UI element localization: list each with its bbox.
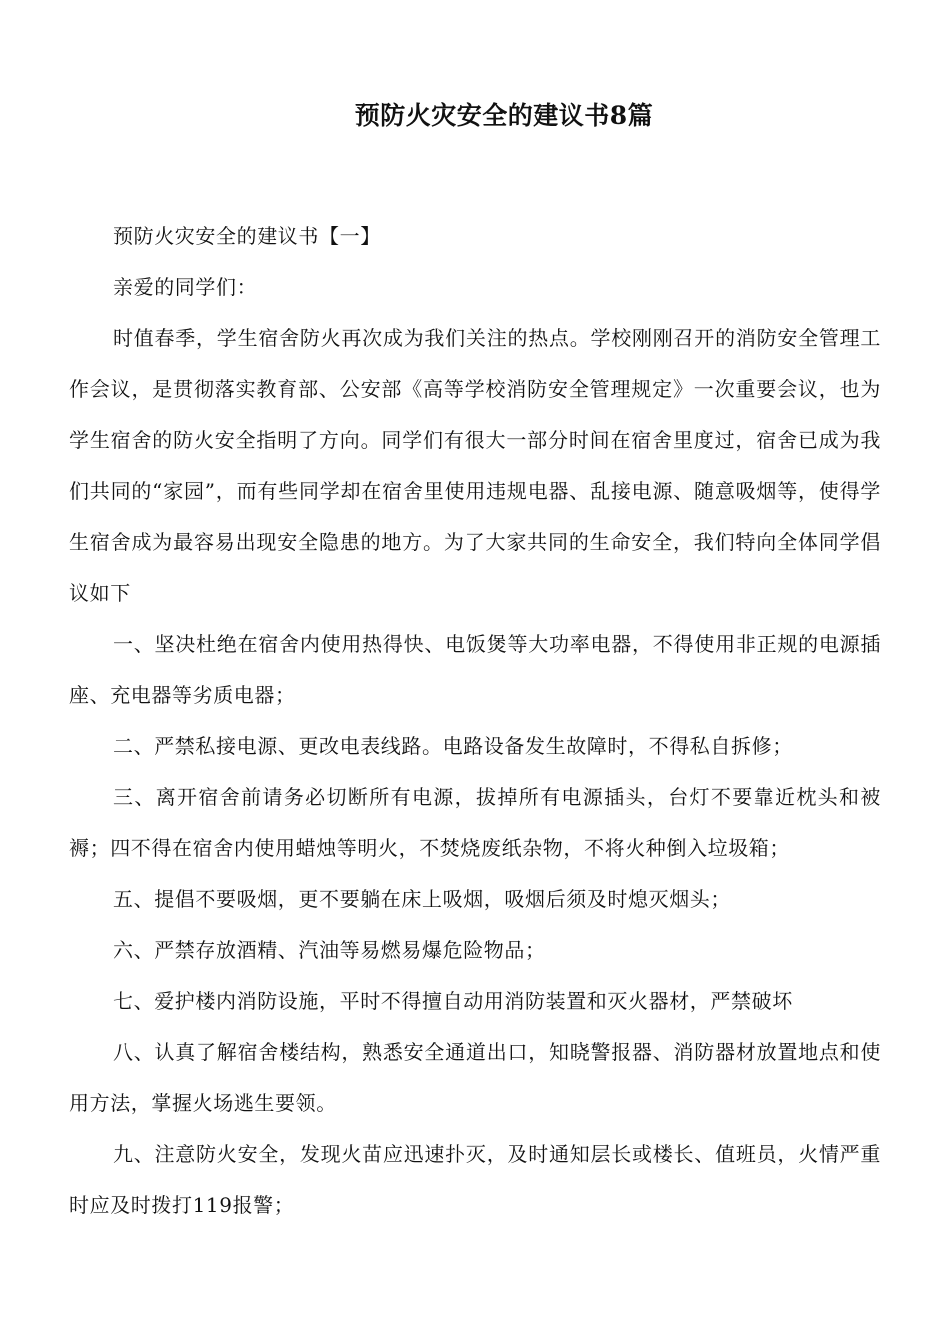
document-body	[69, 211, 881, 1231]
list-item-3: 三、离开宿舍前请务必切断所有电源，拔掉所有电源插头，台灯不要靠近枕头和被褥；四不得在宿舍内使用蜡烛等明火，不焚烧废纸杂物，不将火种倒入垃圾箱；	[69, 785, 881, 860]
list-item-5: 五、提倡不要吸烟，更不要躺在床上吸烟，吸烟后须及时熄灭烟头；	[113, 887, 731, 911]
list-item-7: 七、爱护楼内消防设施，平时不得擅自动用消防装置和灭火器材，严禁破坏	[113, 989, 793, 1013]
list-item-6: 六、严禁存放酒精、汽油等易燃易爆危险物品；	[113, 938, 546, 962]
document-title: 预防火灾安全的建议书8篇	[354, 101, 654, 130]
intro-paragraph: 时值春季，学生宿舍防火再次成为我们关注的热点。学校刚刚召开的消防安全管理工作会议，是贯彻落实教育部、公安部《高等学校消防安全管理规定》一次重要会议，也为学生宿舍的防火安全指明了方向。同学们有很大一部分时间在宿舍里度过，宿舍已成为我们共同的“家园”，而有些同学却在宿舍里使用违规电器、乱接电源、随意吸烟等，使得学生宿舍成为最容易出现安全隐患的地方。为了大家共同的生命安全，我们特向全体同学倡议如下	[69, 326, 881, 605]
list-item-2: 二、严禁私接电源、更改电表线路。电路设备发生故障时，不得私自拆修；	[113, 734, 793, 758]
list-item-9: 九、注意防火安全，发现火苗应迅速扑灭，及时通知层长或楼长、值班员，火情严重时应及时拨打119报警；	[69, 1142, 881, 1217]
salutation: 亲爱的同学们：	[113, 275, 258, 299]
list-item-1: 一、坚决杜绝在宿舍内使用热得快、电饭煲等大功率电器，不得使用非正规的电源插座、充电器等劣质电器；	[69, 632, 881, 707]
list-item-8: 八、认真了解宿舍楼结构，熟悉安全通道出口，知晓警报器、消防器材放置地点和使用方法，掌握火场逃生要领。	[69, 1040, 881, 1115]
section-heading: 预防火灾安全的建议书【一】	[113, 224, 381, 248]
